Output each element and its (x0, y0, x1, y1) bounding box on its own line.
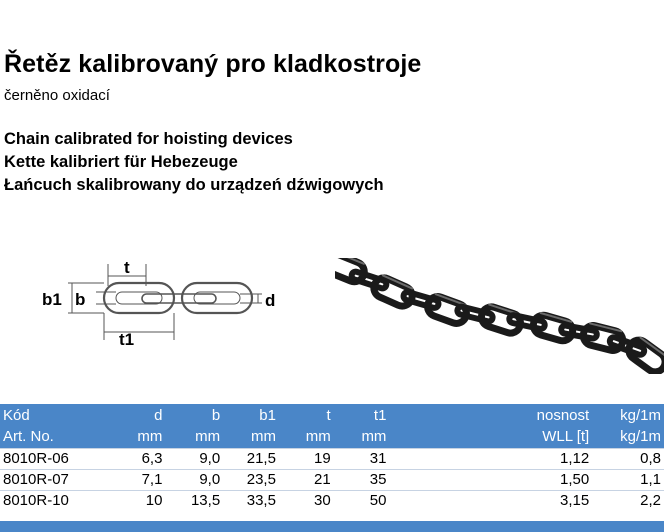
unit-d: mm (137, 428, 163, 446)
translation-german: Kette kalibriert für Hebezeuge (4, 153, 238, 171)
unit-b: mm (195, 428, 221, 446)
cell-d: 6,3 (100, 448, 163, 469)
header-b1: b1 (259, 406, 276, 424)
cell-b: 13,5 (162, 490, 220, 511)
header-capacity: nosnost (536, 406, 590, 424)
unit-t: mm (305, 428, 331, 446)
cell-t1: 31 (331, 448, 387, 469)
cell-b1: 21,5 (220, 448, 276, 469)
page-subtitle: černěno oxidací (4, 87, 110, 104)
cell-weight: 1,1 (589, 469, 664, 490)
header-art-no: Art. No. (3, 428, 54, 446)
cell-d: 10 (100, 490, 163, 511)
cell-t1: 50 (331, 490, 387, 511)
header-weight: kg/1m (620, 406, 661, 424)
cell-d: 7,1 (100, 469, 163, 490)
cell-b1: 23,5 (220, 469, 276, 490)
cell-weight: 2,2 (589, 490, 664, 511)
product-table (0, 404, 664, 511)
cell-wll: 1,50 (386, 469, 589, 490)
unit-t1: mm (361, 428, 387, 446)
table-row (0, 469, 664, 490)
header-t1: t1 (373, 406, 387, 424)
cell-code: 8010R-07 (0, 469, 100, 490)
chain-link-right (182, 283, 252, 313)
dim-label-b1: b1 (42, 290, 62, 309)
page-title: Řetěz kalibrovaný pro kladkostroje (4, 50, 422, 78)
cell-t: 21 (276, 469, 331, 490)
cell-weight: 0,8 (589, 448, 664, 469)
cell-t: 19 (276, 448, 331, 469)
chain-photo (335, 258, 664, 374)
table-row (0, 490, 664, 511)
header-code: Kód (3, 406, 30, 424)
chain-link-middle (142, 294, 216, 303)
unit-wll: WLL [t] (542, 428, 590, 446)
header-t: t (326, 406, 331, 424)
chain-link-left (104, 283, 174, 313)
table-header-units-row (0, 426, 664, 448)
table-row (0, 448, 664, 469)
dim-label-t1: t1 (119, 330, 135, 349)
dim-label-t: t (124, 258, 130, 277)
dim-label-d: d (265, 291, 276, 310)
cell-code: 8010R-06 (0, 448, 100, 469)
chain-dimension-diagram (38, 256, 290, 352)
cell-b: 9,0 (162, 448, 220, 469)
table-header-row (0, 404, 664, 426)
unit-b1: mm (250, 428, 276, 446)
cell-code: 8010R-10 (0, 490, 100, 511)
cell-t1: 35 (331, 469, 387, 490)
cell-wll: 3,15 (386, 490, 589, 511)
header-b: b (211, 406, 221, 424)
bottom-bar (0, 521, 664, 532)
unit-weight: kg/1m (620, 428, 661, 446)
cell-t: 30 (276, 490, 331, 511)
translation-english: Chain calibrated for hoisting devices (4, 130, 293, 148)
dim-label-b: b (75, 290, 86, 309)
translation-polish: Łańcuch skalibrowany do urządzeń dźwigowych (4, 176, 384, 194)
cell-b1: 33,5 (220, 490, 276, 511)
header-d: d (154, 406, 163, 424)
cell-wll: 1,12 (386, 448, 589, 469)
cell-b: 9,0 (162, 469, 220, 490)
